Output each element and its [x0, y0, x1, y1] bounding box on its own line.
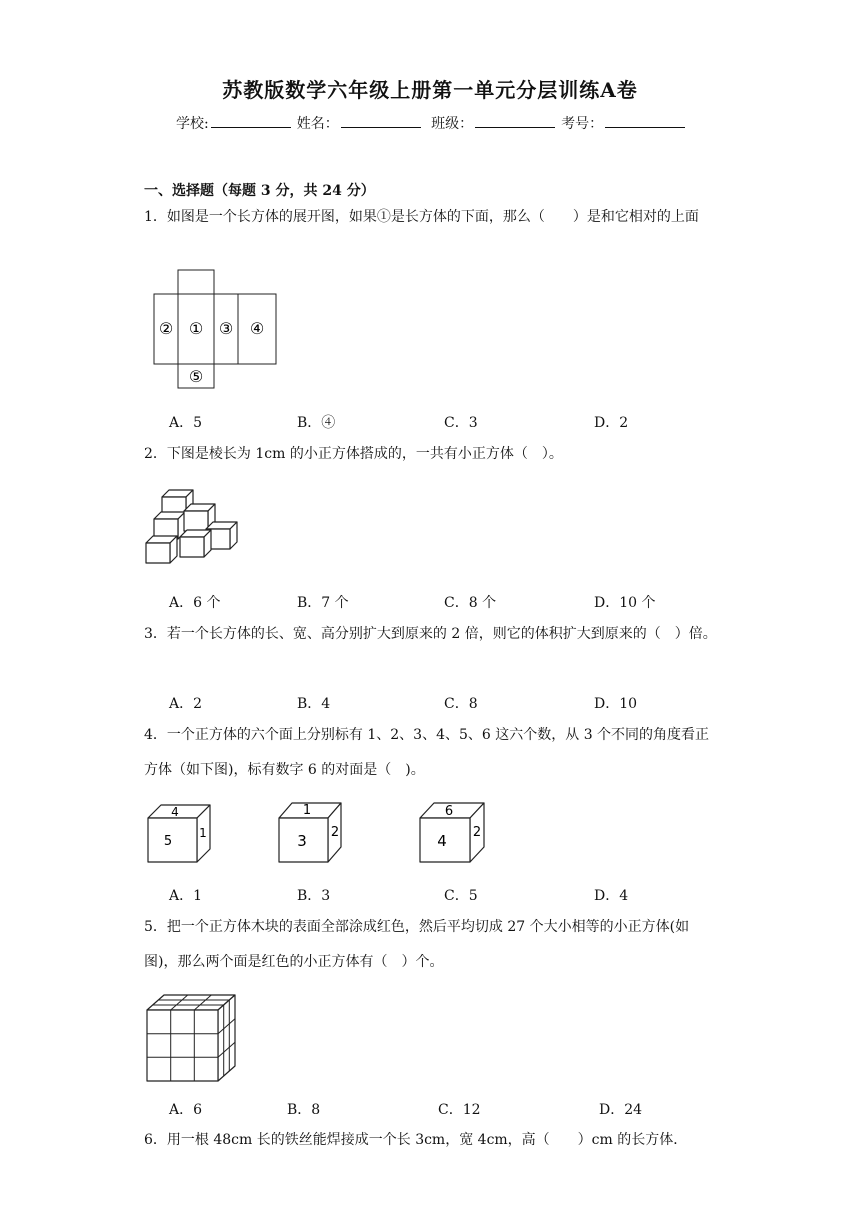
q1-option-c[interactable]: C．3: [444, 415, 478, 431]
dice-view-3: [418, 800, 486, 864]
dice1-front-number: 5: [163, 834, 173, 849]
q5-option-a[interactable]: A．6: [169, 1102, 203, 1118]
divided-cube-figure: [144, 992, 238, 1084]
q2-option-d[interactable]: D．10 个: [594, 595, 656, 611]
net-label-1: ①: [188, 319, 204, 338]
q4-option-d[interactable]: D．4: [594, 888, 629, 904]
q5-option-b[interactable]: B．8: [287, 1102, 321, 1118]
dice2-top-number: 1: [302, 803, 312, 818]
info-label-class: 班级：: [431, 116, 474, 132]
question-3-options: [144, 693, 718, 713]
q2-option-b[interactable]: B．7 个: [297, 595, 349, 611]
question-4-text: 4．一个正方体的六个面上分别标有 1、2、3、4、5、6 这六个数，从 3 个不同的角度看正方体（如下图)，标有数字 6 的对面是（ )。: [144, 727, 710, 778]
q3-option-c[interactable]: C．8: [444, 696, 478, 712]
q4-option-c[interactable]: C．5: [444, 888, 478, 904]
question-1-options: [144, 412, 718, 432]
q2-option-c[interactable]: C．8 个: [444, 595, 497, 611]
question-3-text: 3．若一个长方体的长、宽、高分别扩大到原来的 2 倍，则它的体积扩大到原来的（ ）倍。: [144, 626, 717, 642]
dice2-front-number: 3: [297, 832, 307, 850]
page-title: 苏教版数学六年级上册第一单元分层训练A卷: [222, 78, 638, 102]
q1-option-b[interactable]: B．④: [297, 415, 336, 431]
q4-option-a[interactable]: A．1: [169, 888, 203, 904]
dice2-side-number: 2: [330, 825, 340, 840]
q3-option-a[interactable]: A．2: [169, 696, 203, 712]
q2-option-a[interactable]: A．6 个: [169, 595, 221, 611]
net-label-4: ④: [249, 319, 265, 338]
question-1-text: 1．如图是一个长方体的展开图，如果①是长方体的下面，那么（ ）是和它相对的上面: [144, 209, 699, 225]
q5-option-c[interactable]: C．12: [438, 1102, 481, 1118]
stacked-cubes-figure: [144, 482, 240, 568]
dice3-front-number: 4: [437, 832, 447, 850]
q5-option-d[interactable]: D．24: [599, 1102, 643, 1118]
dice-view-1: [146, 802, 212, 864]
info-label-school: 学校:: [176, 116, 209, 132]
info-label-exam-no: 考号：: [561, 116, 604, 132]
q1-option-a[interactable]: A．5: [169, 415, 203, 431]
question-4-options: [144, 885, 718, 905]
class-blank[interactable]: [475, 113, 555, 128]
section-heading: 一、选择题（每题 3 分，共 24 分）: [144, 183, 375, 199]
question-5-text: 5．把一个正方体木块的表面全部涂成红色，然后平均切成 27 个大小相等的小正方体(如图)，那么两个面是红色的小正方体有（ ）个。: [144, 919, 690, 970]
q4-option-b[interactable]: B．3: [297, 888, 331, 904]
name-blank[interactable]: [341, 113, 421, 128]
net-label-5: ⑤: [188, 367, 204, 386]
dice3-top-number: 6: [444, 804, 454, 819]
question-2-text: 2．下图是棱长为 1cm 的小正方体搭成的，一共有小正方体（ ）。: [144, 446, 563, 462]
question-2-options: [144, 592, 718, 612]
dice1-top-number: 4: [171, 805, 179, 819]
box-net-figure: [150, 268, 280, 390]
dice-view-2: [277, 800, 343, 864]
student-info-line: [176, 113, 691, 133]
q3-option-b[interactable]: B．4: [297, 696, 331, 712]
dice3-side-number: 2: [472, 825, 482, 840]
net-label-2: ②: [158, 319, 174, 338]
question-5-options: [144, 1099, 718, 1119]
q1-option-d[interactable]: D．2: [594, 415, 629, 431]
school-blank[interactable]: [211, 113, 291, 128]
question-6-text: 6．用一根 48cm 长的铁丝能焊接成一个长 3cm，宽 4cm，高（ ）cm 的长方体．: [144, 1132, 688, 1148]
dice1-side-number: 1: [199, 826, 207, 840]
q3-option-d[interactable]: D．10: [594, 696, 638, 712]
net-label-3: ③: [218, 319, 234, 338]
info-label-name: 姓名：: [296, 116, 339, 132]
exam-no-blank[interactable]: [605, 113, 685, 128]
